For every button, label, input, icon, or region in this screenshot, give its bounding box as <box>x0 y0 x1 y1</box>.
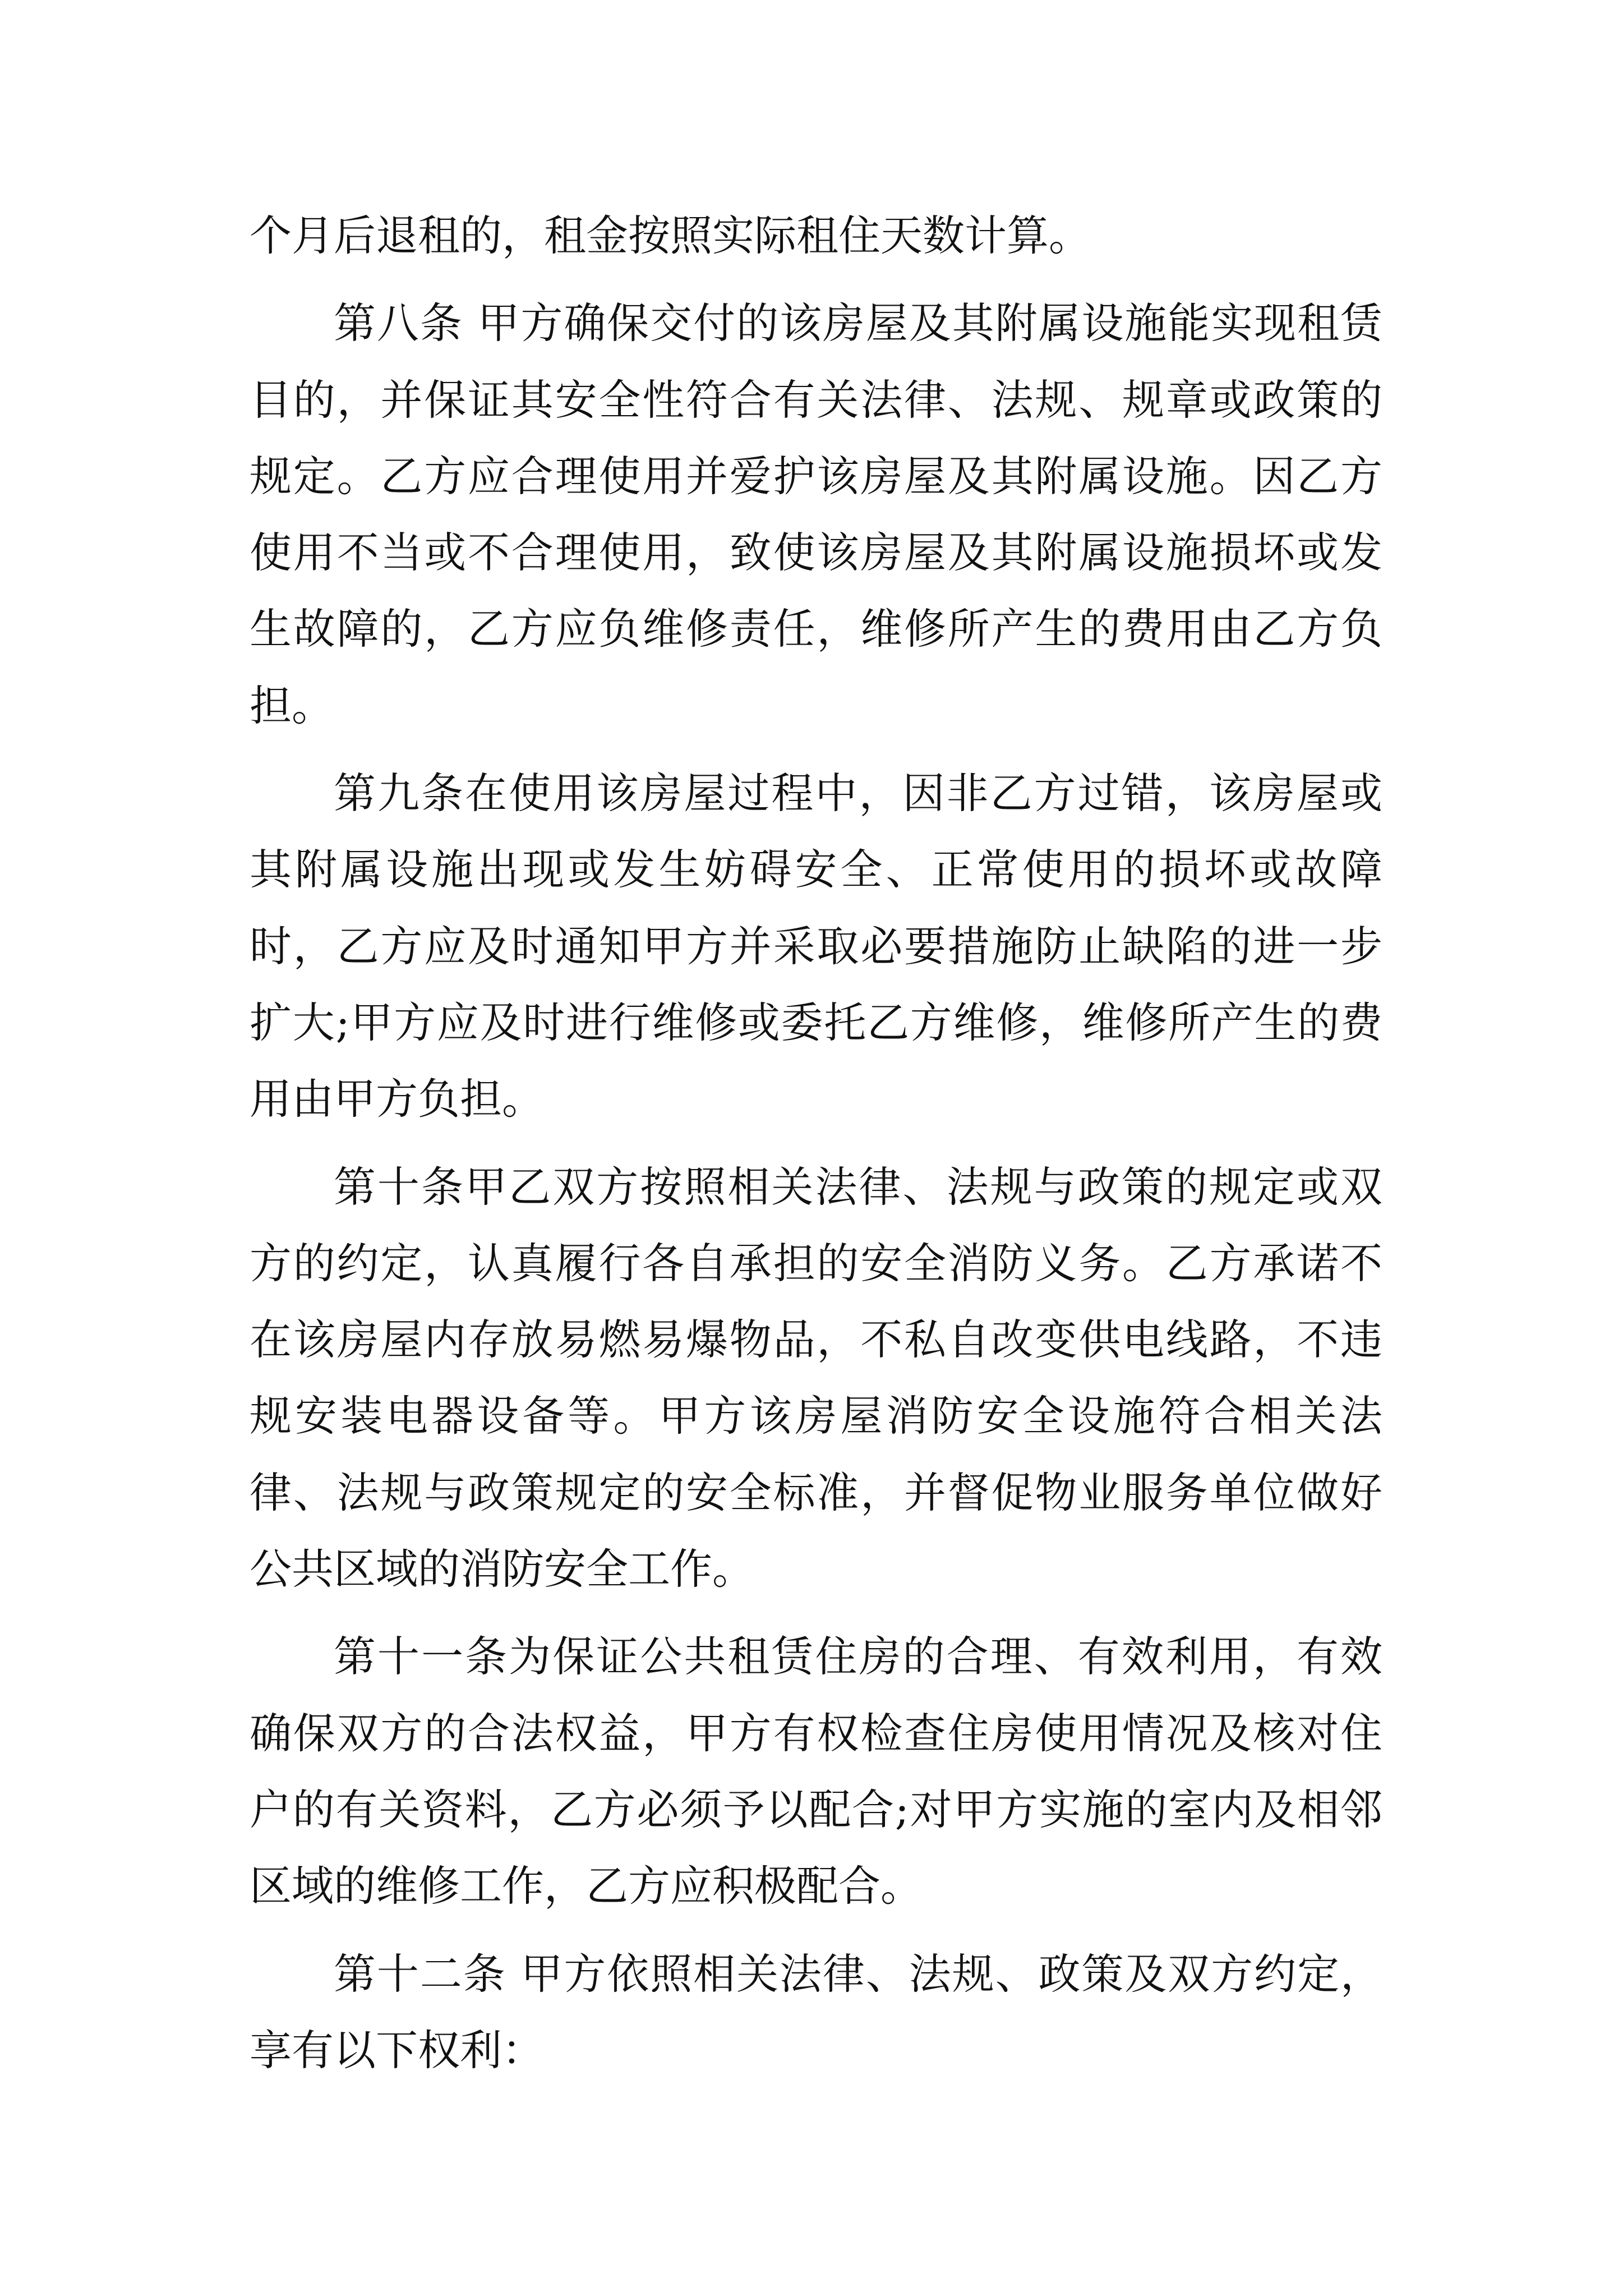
paragraph-article-11: 第十一条为保证公共租赁住房的合理、有效利用，有效确保双方的合法权益，甲方有权检查住房使用情况及核对住户的有关资料，乙方必须予以配合;对甲方实施的室内及相邻区域的维修工作，乙方应积极配合。 <box>250 1632 1382 1911</box>
paragraph-article-10: 第十条甲乙双方按照相关法律、法规与政策的规定或双方的约定，认真履行各自承担的安全消防义务。乙方承诺不在该房屋内存放易燃易爆物品，不私自改变供电线路，不违规安装电器设备等。甲方该房屋消防安全设施符合相关法律、法规与政策规定的安全标准，并督促物业服务单位做好公共区域的消防安全工作。 <box>250 1162 1382 1594</box>
paragraph-continuation: 个月后退租的，租金按照实际租住天数计算。 <box>250 211 1091 260</box>
paragraph-article-8: 第八条 甲方确保交付的该房屋及其附属设施能实现租赁目的，并保证其安全性符合有关法律、法规、规章或政策的规定。乙方应合理使用并爱护该房屋及其附属设施。因乙方使用不当或不合理使用，致使该房屋及其附属设施损坏或发生故障的，乙方应负维修责任，维修所产生的费用由乙方负担。 <box>250 298 1382 730</box>
paragraph-article-12: 第十二条 甲方依照相关法律、法规、政策及双方约定，享有以下权利： <box>250 1949 1382 2075</box>
paragraph-article-9: 第九条在使用该房屋过程中，因非乙方过错，该房屋或其附属设施出现或发生妨碍安全、正常使用的损坏或故障时，乙方应及时通知甲方并采取必要措施防止缺陷的进一步扩大;甲方应及时进行维修或委托乙方维修，维修所产生的费用由甲方负担。 <box>250 769 1382 1124</box>
document-body <box>250 197 1382 2100</box>
